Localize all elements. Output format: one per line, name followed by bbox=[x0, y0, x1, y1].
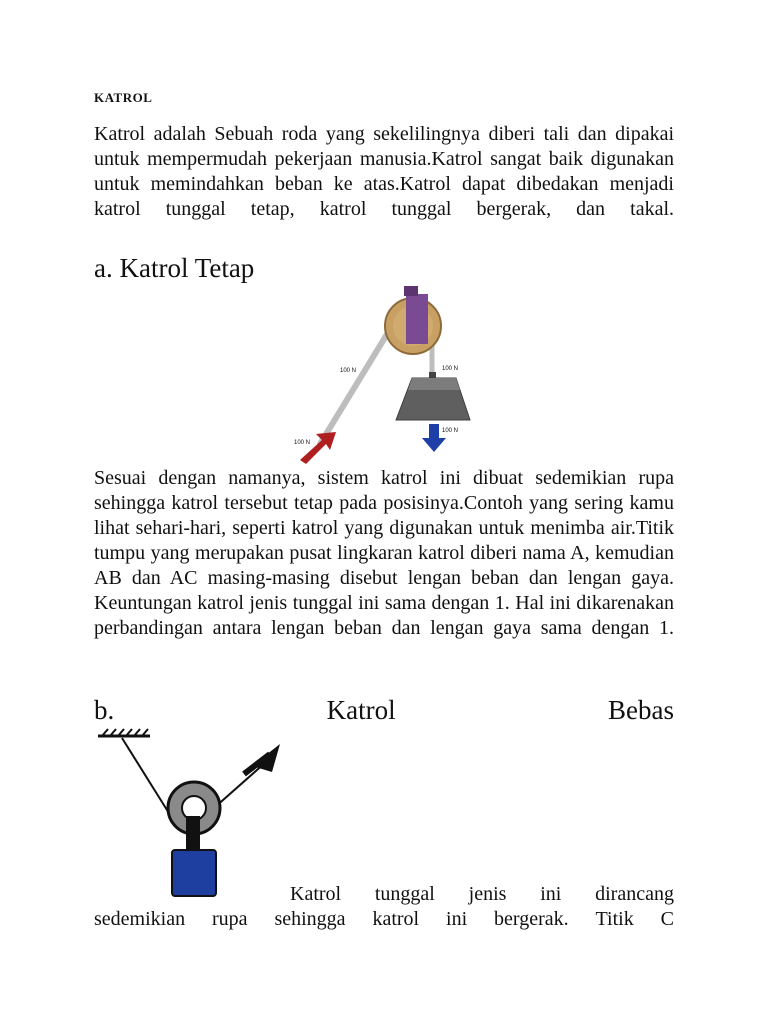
section-b-word: Bebas bbox=[608, 695, 674, 725]
fixed-pulley-figure bbox=[280, 284, 480, 470]
rope-left bbox=[320, 326, 392, 444]
section-a-paragraph: Sesuai dengan namanya, sistem katrol ini dibuat sedemikian rupa sehingga katrol tersebut tetap pada posisinya.Contoh yang sering kamu lihat sehari-hari, seperti katrol yang digunakan untuk menimba air.Titik tumpu yang merupakan pusat lingkaran katrol diberi nama A, kemudian AB dan AC masing-masing disebut lengan beban dan lengan gaya. Keuntungan katrol jenis tunggal ini sama dengan 1. Hal ini dikarenakan perbandingan antara lengan beban dan lengan gaya sama dengan 1. bbox=[94, 467, 674, 639]
word: bergerak. bbox=[494, 908, 569, 930]
intro-paragraph: Katrol adalah Sebuah roda yang sekelilingnya diberi tali dan dipakai untuk mempermudah pekerjaan manusia.Katrol sangat baik digunakan untuk memindahkan beban ke atas.Katrol dapat dibedakan menjadi katrol tunggal tetap, katrol tunggal bergerak, dan takal. bbox=[94, 123, 674, 220]
document-heading: KATROL bbox=[94, 90, 153, 105]
word: sedemikian bbox=[94, 908, 186, 930]
word: Katrol bbox=[290, 883, 342, 905]
word: jenis bbox=[468, 883, 507, 905]
word: katrol bbox=[372, 908, 420, 930]
section-b-word: Katrol bbox=[326, 695, 396, 725]
word: ini bbox=[446, 908, 468, 930]
label-rope-right: 100 N bbox=[442, 366, 459, 372]
rope-left bbox=[122, 738, 172, 818]
label-arrow-left: 100 N bbox=[294, 440, 311, 446]
pulley-bracket bbox=[406, 294, 428, 344]
word: rupa bbox=[212, 908, 248, 930]
label-rope-left: 100 N bbox=[340, 368, 357, 374]
section-b-line-2 bbox=[94, 907, 674, 932]
word: Titik bbox=[595, 908, 634, 930]
section-b-title bbox=[94, 694, 674, 726]
movable-pulley-figure bbox=[94, 728, 294, 900]
rope-right bbox=[214, 762, 266, 808]
arrow-left bbox=[300, 432, 336, 464]
word: sehingga bbox=[274, 908, 346, 930]
section-b-word: b. bbox=[94, 695, 115, 725]
word: dirancang bbox=[595, 883, 674, 905]
section-b-line-1 bbox=[290, 882, 674, 907]
word: tunggal bbox=[374, 883, 435, 905]
label-arrow-right: 100 N bbox=[442, 428, 459, 434]
arrow-right bbox=[422, 438, 446, 452]
weight-block bbox=[172, 850, 216, 896]
word: C bbox=[660, 908, 674, 930]
word: ini bbox=[540, 883, 562, 905]
section-a-title: a. Katrol Tetap bbox=[94, 253, 255, 283]
